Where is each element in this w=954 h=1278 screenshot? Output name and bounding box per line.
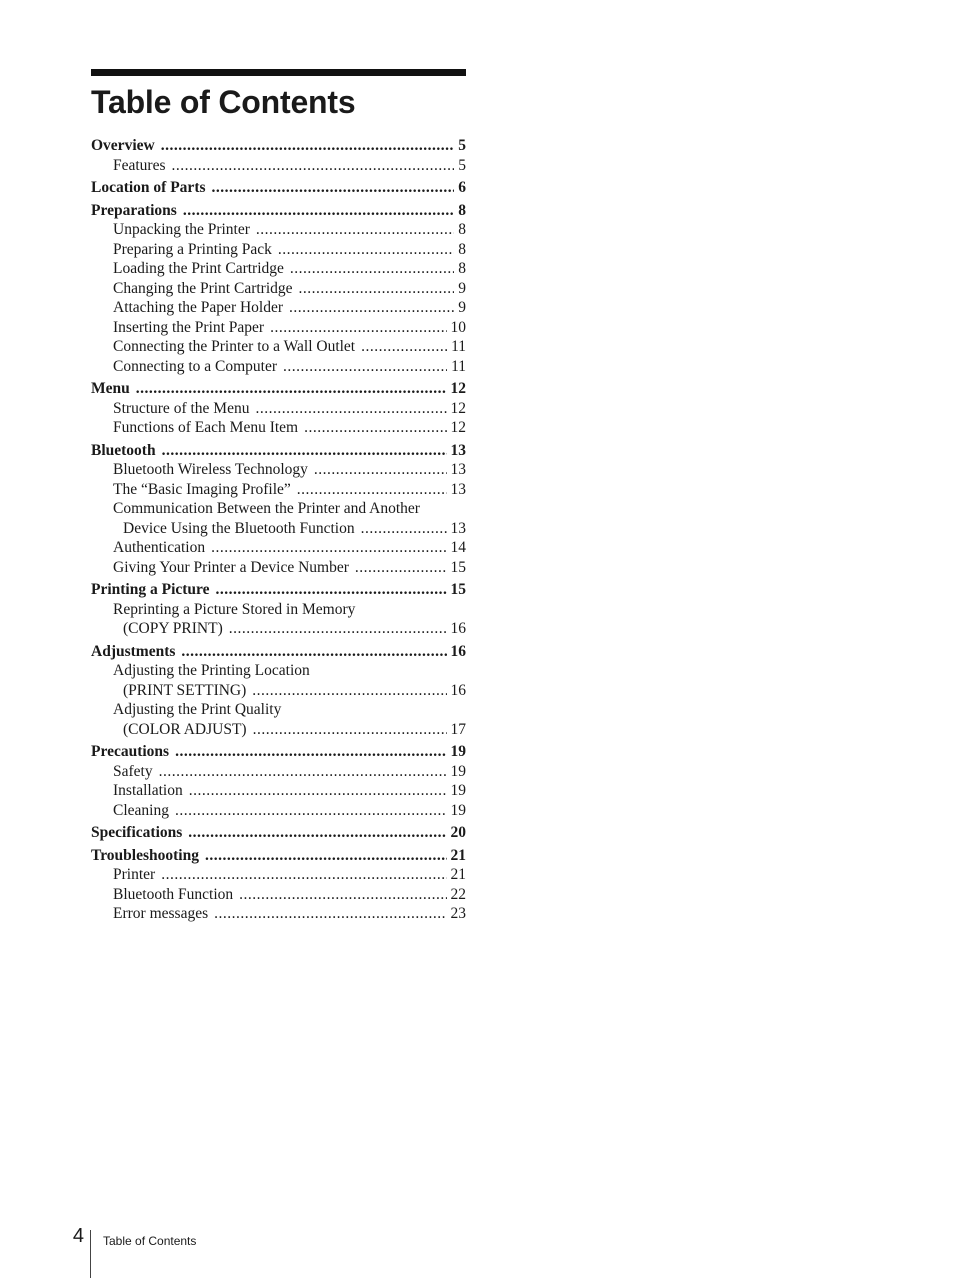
toc-heading-label: Precautions	[91, 743, 170, 760]
page-footer	[68, 1224, 196, 1274]
toc-entry-label: (COLOR ADJUST)	[123, 720, 247, 738]
footer-divider	[90, 1230, 91, 1278]
toc-entry-label: Connecting the Printer to a Wall Outlet	[113, 338, 356, 355]
toc-entry-label: Adjusting the Print Quality	[113, 701, 282, 718]
toc-entry-label: Giving Your Printer a Device Number	[113, 558, 349, 576]
toc-heading-page-number: 6	[458, 179, 466, 196]
toc-entry[interactable]	[91, 801, 466, 821]
toc-entry-line[interactable]	[91, 499, 466, 519]
toc-heading-label: Preparations	[91, 201, 177, 219]
toc-heading-page-number: 20	[450, 824, 466, 841]
dot-leader	[161, 865, 446, 885]
toc-entry[interactable]	[91, 298, 466, 318]
page-title: Table of Contents	[91, 84, 356, 120]
dot-leader	[297, 480, 447, 500]
dot-leader	[304, 418, 446, 438]
dot-leader	[175, 742, 446, 762]
toc-entry[interactable]	[91, 399, 466, 419]
title-rule	[91, 69, 466, 76]
toc-heading-label: Menu	[91, 380, 130, 397]
toc-section	[91, 201, 466, 377]
toc-heading-page-number: 13	[450, 441, 466, 459]
toc-entry-label: Authentication	[113, 539, 206, 556]
toc-section	[91, 742, 466, 820]
toc-entry-page-number: 11	[451, 357, 466, 375]
toc-entry[interactable]	[91, 762, 466, 782]
toc-entry-label: Attaching the Paper Holder	[113, 299, 284, 316]
toc-entry-page-number: 8	[458, 221, 466, 238]
toc-entry-page-number: 23	[450, 905, 466, 922]
toc-section	[91, 580, 466, 639]
toc-entry[interactable]	[91, 318, 466, 338]
dot-leader	[361, 337, 447, 357]
toc-heading-label: Bluetooth	[91, 441, 156, 459]
dot-leader	[212, 178, 455, 198]
toc-entry-page-number: 21	[450, 866, 466, 883]
dot-leader	[239, 885, 446, 905]
toc-heading[interactable]	[91, 379, 466, 399]
toc-entry-page-number: 16	[450, 681, 466, 699]
toc-entry-label: Bluetooth Wireless Technology	[113, 461, 308, 478]
toc-entry-page-number: 13	[450, 461, 466, 478]
dot-leader	[361, 519, 447, 539]
toc-entry-line[interactable]	[91, 661, 466, 681]
dot-leader	[205, 846, 447, 866]
toc-entry[interactable]	[91, 885, 466, 905]
toc-entry[interactable]	[91, 781, 466, 801]
toc-entry[interactable]	[91, 240, 466, 260]
dot-leader	[214, 904, 446, 924]
dot-leader	[161, 136, 455, 156]
dot-leader	[278, 240, 454, 260]
toc-entry-label: Reprinting a Picture Stored in Memory	[113, 600, 356, 618]
toc-entry-page-number: 8	[458, 240, 466, 258]
toc-entry-label: Error messages	[113, 905, 209, 922]
toc-entry[interactable]	[91, 220, 466, 240]
table-of-contents	[91, 69, 466, 927]
dot-leader	[188, 823, 446, 843]
toc-heading-label: Overview	[91, 137, 155, 154]
toc-entry-page-number: 19	[450, 782, 466, 799]
toc-entry[interactable]	[91, 538, 466, 558]
dot-leader	[256, 220, 454, 240]
dot-leader	[159, 762, 447, 782]
toc-entry-page-number: 12	[450, 399, 466, 417]
toc-section	[91, 823, 466, 843]
toc-heading[interactable]	[91, 580, 466, 600]
toc-entry-label: Structure of the Menu	[113, 399, 250, 417]
dot-leader	[229, 619, 447, 639]
dot-leader	[289, 298, 454, 318]
footer-label: Table of Contents	[103, 1234, 197, 1248]
toc-entry-page-number: 17	[450, 720, 466, 738]
toc-entry-label: Cleaning	[113, 801, 169, 819]
toc-entry[interactable]	[91, 519, 466, 539]
toc-entry-label: Adjusting the Printing Location	[113, 662, 310, 679]
dot-leader	[162, 441, 447, 461]
toc-entry-page-number: 5	[458, 156, 466, 174]
toc-entry-page-number: 16	[450, 620, 466, 637]
dot-leader	[189, 781, 447, 801]
toc-heading[interactable]	[91, 742, 466, 762]
toc-heading[interactable]	[91, 136, 466, 156]
toc-entry[interactable]	[91, 865, 466, 885]
dot-leader	[181, 642, 446, 662]
dot-leader	[255, 399, 446, 419]
toc-heading[interactable]	[91, 823, 466, 843]
dot-leader	[216, 580, 447, 600]
toc-entry-page-number: 8	[458, 260, 466, 277]
toc-entry-line[interactable]	[91, 600, 466, 620]
toc-entry[interactable]	[91, 558, 466, 578]
toc-entry-label: The “Basic Imaging Profile”	[113, 480, 291, 498]
toc-heading-label: Printing a Picture	[91, 581, 210, 598]
toc-entry-label: Loading the Print Cartridge	[113, 260, 284, 277]
toc-entry[interactable]	[91, 904, 466, 924]
toc-entry[interactable]	[91, 337, 466, 357]
toc-heading[interactable]	[91, 846, 466, 866]
toc-heading[interactable]	[91, 178, 466, 198]
toc-entry[interactable]	[91, 418, 466, 438]
toc-heading-page-number: 21	[450, 846, 466, 864]
dot-leader	[314, 460, 447, 480]
toc-section	[91, 441, 466, 578]
toc-heading-page-number: 19	[450, 743, 466, 760]
dot-leader	[172, 156, 455, 176]
toc-entry-label: Functions of Each Menu Item	[113, 419, 299, 436]
dot-leader	[270, 318, 446, 338]
toc-entry-page-number: 19	[450, 762, 466, 780]
toc-entry-label: Preparing a Printing Pack	[113, 240, 272, 258]
toc-entry[interactable]	[91, 720, 466, 740]
toc-entry-page-number: 22	[450, 885, 466, 903]
toc-entry-label: Device Using the Bluetooth Function	[123, 519, 355, 537]
toc-heading-page-number: 15	[450, 581, 466, 598]
toc-entry-label: Installation	[113, 782, 183, 799]
toc-entry[interactable]	[91, 619, 466, 639]
toc-heading-label: Specifications	[91, 824, 183, 841]
dot-leader	[183, 201, 454, 221]
toc-heading-page-number: 12	[450, 380, 466, 397]
toc-entry[interactable]	[91, 279, 466, 299]
toc-heading-label: Adjustments	[91, 642, 176, 660]
toc-entry[interactable]	[91, 460, 466, 480]
toc-entry-page-number: 13	[450, 480, 466, 498]
dot-leader	[252, 681, 446, 701]
toc-entry-label: Printer	[113, 866, 156, 883]
toc-section	[91, 846, 466, 924]
dot-leader	[136, 379, 447, 399]
dot-leader	[355, 558, 447, 578]
dot-leader	[175, 801, 447, 821]
toc-entry[interactable]	[91, 480, 466, 500]
toc-entry[interactable]	[91, 681, 466, 701]
toc-section	[91, 178, 466, 198]
toc-heading[interactable]	[91, 201, 466, 221]
toc-list	[91, 136, 466, 924]
toc-entry-label: Bluetooth Function	[113, 885, 234, 903]
toc-entry-page-number: 13	[450, 519, 466, 537]
toc-entry-label: Communication Between the Printer and Another	[113, 500, 420, 517]
toc-entry-page-number: 14	[450, 539, 466, 556]
toc-entry-label: (COPY PRINT)	[123, 620, 223, 637]
toc-entry-line[interactable]	[91, 700, 466, 720]
toc-entry[interactable]	[91, 357, 466, 377]
toc-section	[91, 642, 466, 740]
toc-heading[interactable]	[91, 642, 466, 662]
toc-heading-page-number: 8	[458, 201, 466, 219]
toc-entry-page-number: 15	[450, 558, 466, 576]
toc-entry-page-number: 12	[450, 419, 466, 436]
toc-entry-label: Changing the Print Cartridge	[113, 279, 293, 297]
toc-entry-page-number: 9	[458, 279, 466, 297]
dot-leader	[211, 538, 446, 558]
toc-heading[interactable]	[91, 441, 466, 461]
toc-heading-page-number: 16	[450, 642, 466, 660]
toc-entry[interactable]	[91, 156, 466, 176]
toc-section	[91, 379, 466, 438]
dot-leader	[299, 279, 455, 299]
toc-heading-label: Location of Parts	[91, 179, 206, 196]
dot-leader	[290, 259, 454, 279]
toc-entry-page-number: 9	[458, 299, 466, 316]
toc-entry-label: Safety	[113, 762, 153, 780]
toc-entry-label: Connecting to a Computer	[113, 357, 278, 375]
toc-entry-label: Inserting the Print Paper	[113, 318, 265, 336]
footer-page-number: 4	[72, 1225, 84, 1247]
toc-section	[91, 136, 466, 175]
toc-entry-label: Features	[113, 156, 166, 174]
toc-entry-page-number: 19	[450, 801, 466, 819]
toc-entry-label: Unpacking the Printer	[113, 221, 250, 238]
toc-entry-page-number: 11	[451, 338, 466, 355]
toc-heading-label: Troubleshooting	[91, 846, 199, 864]
dot-leader	[283, 357, 447, 377]
dot-leader	[253, 720, 447, 740]
toc-entry-label: (PRINT SETTING)	[123, 681, 247, 699]
toc-entry-page-number: 10	[450, 318, 466, 336]
toc-entry[interactable]	[91, 259, 466, 279]
toc-heading-page-number: 5	[458, 137, 466, 154]
